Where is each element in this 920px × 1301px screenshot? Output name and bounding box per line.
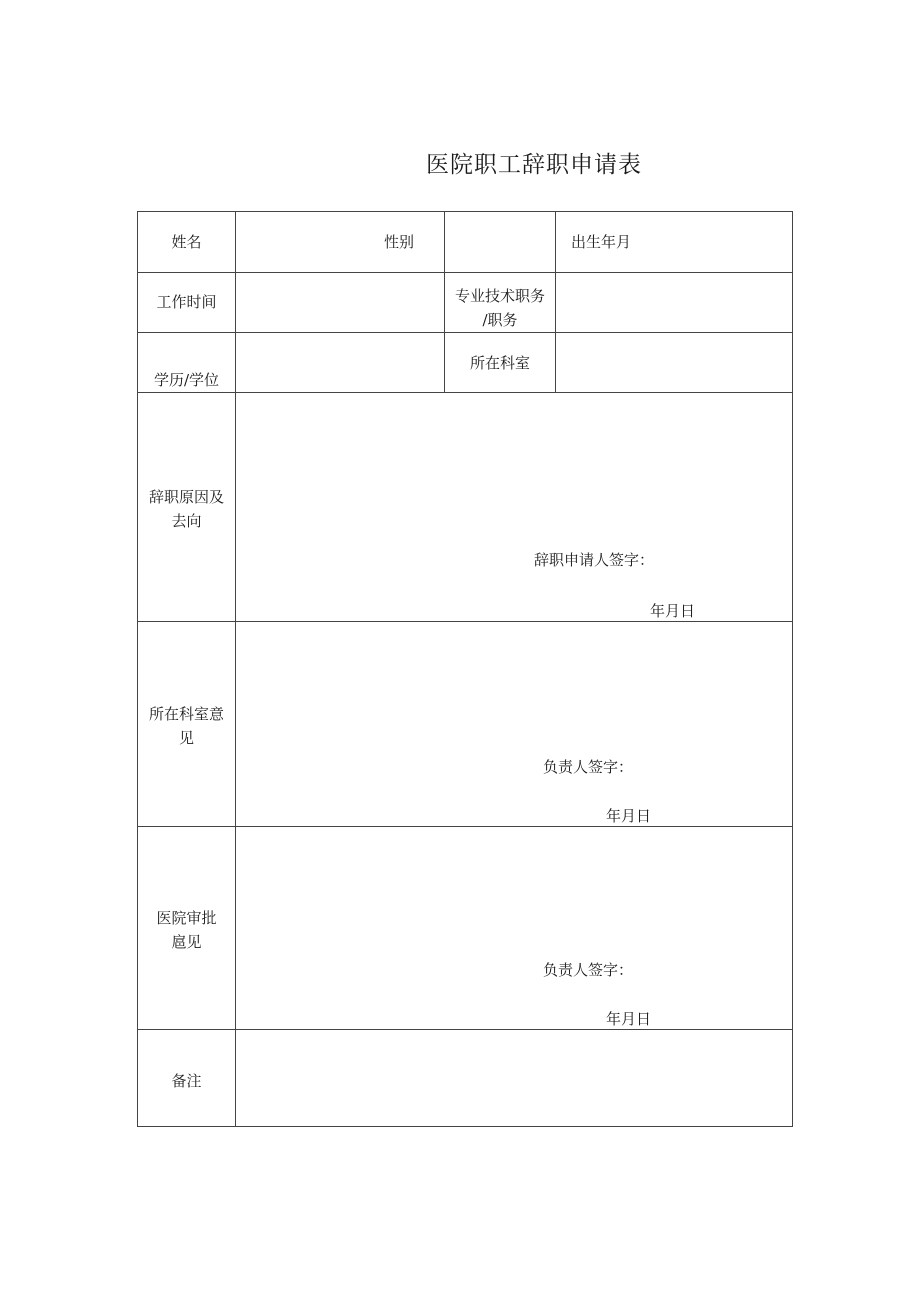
row-divider xyxy=(138,392,792,393)
row-divider xyxy=(138,272,792,273)
remarks-label: 备注 xyxy=(171,1072,202,1090)
row-divider xyxy=(138,1029,792,1030)
professional-title-label-line1: 专业技术职务 xyxy=(454,287,545,305)
row-divider xyxy=(138,332,792,333)
column-divider xyxy=(555,212,556,392)
applicant-signature-label: 辞职申请人签字： xyxy=(534,551,655,569)
hospital-approval-label-line2: 扈见 xyxy=(171,933,202,951)
name-label: 姓名 xyxy=(171,233,202,251)
department-signature-label: 负责人签字： xyxy=(543,758,634,776)
hospital-approval-label-line1: 医院审批 xyxy=(156,909,217,927)
reason-label-line2: 去向 xyxy=(171,512,202,530)
department-opinion-label-line2: 见 xyxy=(178,729,194,747)
hospital-signature-label: 负责人签字： xyxy=(543,961,634,979)
applicant-date-label: 年月日 xyxy=(650,602,696,620)
reason-label-line1: 辞职原因及 xyxy=(148,488,224,506)
department-opinion-label-line1: 所在科室意 xyxy=(148,705,224,723)
department-date-label: 年月日 xyxy=(606,807,652,825)
professional-title-label-line2: /职务 xyxy=(482,311,518,329)
form-title: 医院职工辞职申请表 xyxy=(426,152,642,178)
birth-date-label: 出生年月 xyxy=(571,233,632,251)
row-divider xyxy=(138,826,792,827)
department-label: 所在科室 xyxy=(469,354,530,372)
column-divider xyxy=(235,212,236,1126)
education-label: 学历/学位 xyxy=(153,371,220,389)
resignation-form-table xyxy=(137,211,793,1127)
gender-label: 性别 xyxy=(384,233,415,251)
hospital-date-label: 年月日 xyxy=(606,1010,652,1028)
work-time-label: 工作时间 xyxy=(156,293,217,311)
